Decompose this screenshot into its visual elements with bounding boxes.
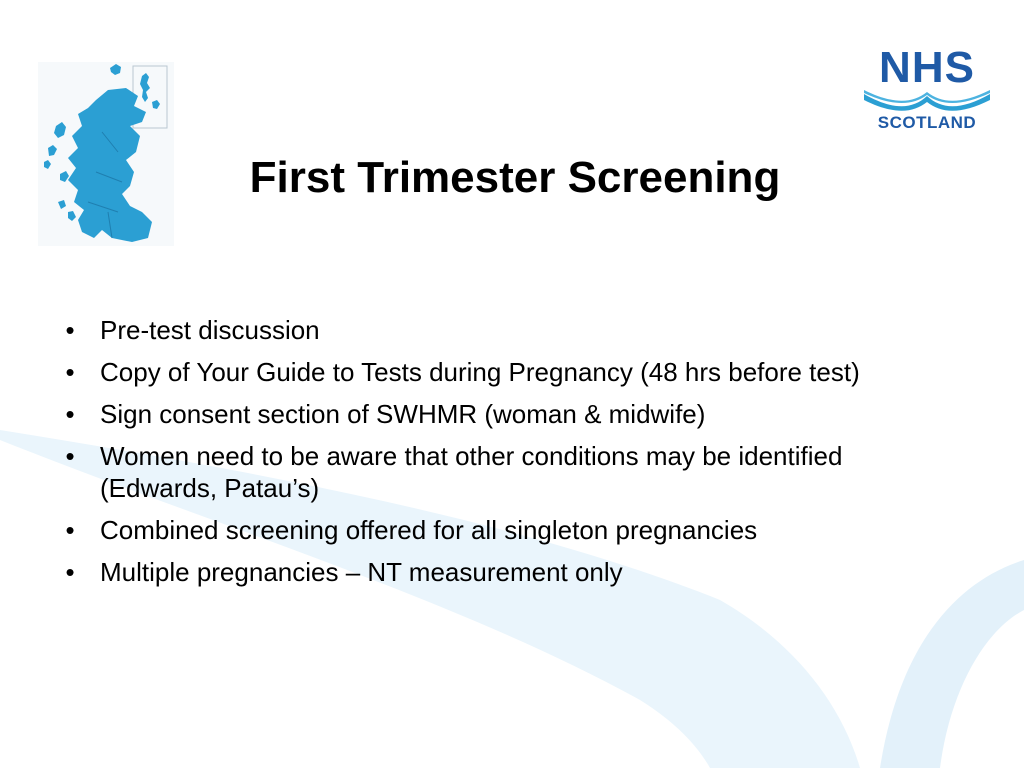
bullet-text: Sign consent section of SWHMR (woman & midwife) <box>100 399 706 429</box>
bullet-item <box>60 514 960 546</box>
bullet-text: Pre-test discussion <box>100 315 320 345</box>
slide-title: First Trimester Screening <box>249 153 781 202</box>
bullet-text: Multiple pregnancies – NT measurement only <box>100 557 623 587</box>
nhs-scotland-logo <box>860 44 994 136</box>
logo-nhs-text: NHS <box>879 43 975 92</box>
scotland-map-icon <box>38 62 174 246</box>
logo-scotland-text: SCOTLAND <box>877 113 977 132</box>
bullet-icon: • <box>65 557 75 587</box>
bullet-text: Copy of Your Guide to Tests during Pregnancy (48 hrs before test) <box>100 357 860 387</box>
bullet-list <box>60 314 960 598</box>
bullet-text: Combined screening offered for all singleton pregnancies <box>100 515 758 545</box>
bullet-item <box>60 398 960 430</box>
bullet-icon: • <box>65 357 75 387</box>
logo-waves-icon <box>862 88 992 112</box>
bullet-item <box>60 440 960 504</box>
bullet-icon: • <box>65 399 75 429</box>
bullet-icon: • <box>65 441 75 471</box>
bullet-text: Women need to be aware that other conditions may be identified (Edwards, Patau’s) <box>100 441 843 503</box>
bullet-item <box>60 556 960 588</box>
bullet-icon: • <box>65 315 75 345</box>
bullet-icon: • <box>65 515 75 545</box>
bullet-item <box>60 314 960 346</box>
bullet-item <box>60 356 960 388</box>
